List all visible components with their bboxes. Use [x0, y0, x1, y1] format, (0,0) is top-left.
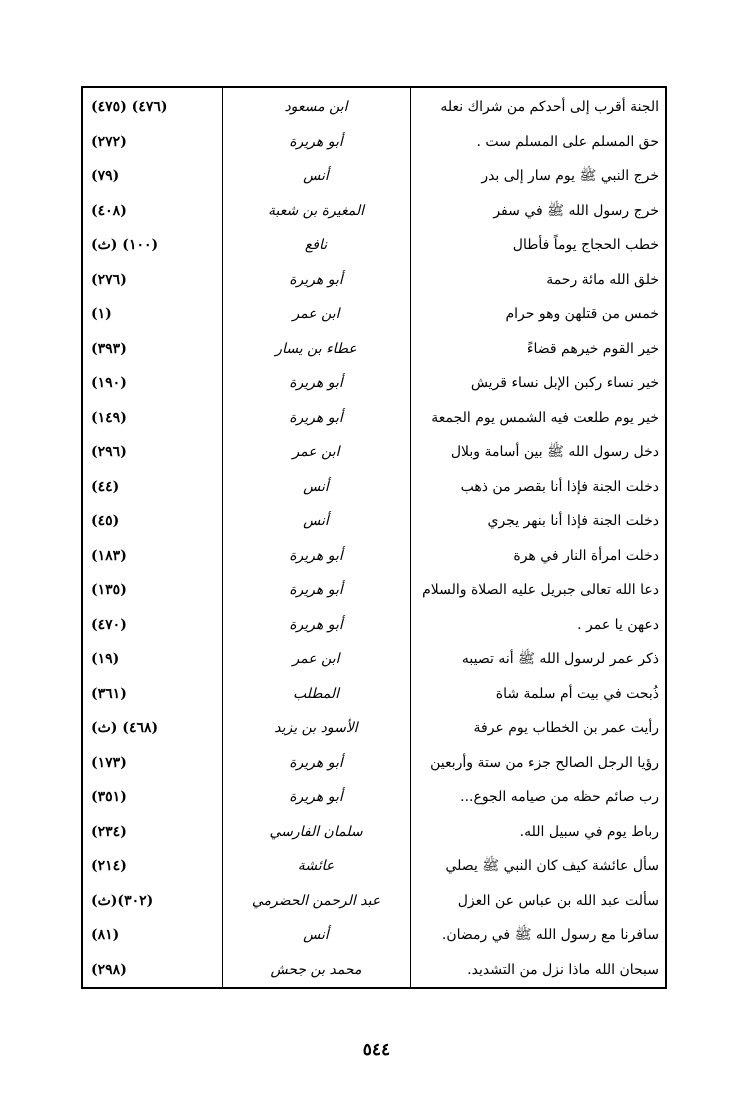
table-row	[83, 470, 665, 505]
hadith-text: سأل عائشة كيف كان النبي ﷺ يصلي	[445, 858, 659, 874]
narrator-name: أبو هريرة	[289, 582, 343, 598]
narrator-name: الأسود بن يزيد	[274, 720, 358, 736]
narrator-name: أبو هريرة	[289, 409, 343, 426]
hadith-text: خير نساء ركبن الإبل نساء قريش	[470, 375, 659, 391]
hadith-reference-number: (١)	[91, 306, 112, 322]
hadith-text: خير يوم طلعت فيه الشمس يوم الجمعة	[431, 409, 659, 426]
hadith-reference-number: (١٩٠)	[91, 375, 127, 391]
narrator-name: ابن عمر	[292, 651, 340, 667]
narrator-name: أبو هريرة	[289, 133, 343, 150]
table-row	[83, 918, 665, 953]
hadith-reference-number: (١٧٣)	[91, 754, 127, 771]
hadith-text: ذكر عمر لرسول الله ﷺ أنه تصيبه	[461, 651, 659, 667]
hadith-reference-number: (١٣٥)	[91, 582, 127, 598]
table-row	[83, 401, 665, 436]
hadith-text: سألت عبد الله بن عباس عن العزل	[457, 892, 659, 909]
hadith-text: دخل رسول الله ﷺ بين أسامة وبلال	[450, 444, 659, 460]
table-row	[83, 884, 665, 919]
hadith-reference-number: (١٠٠) (ث)	[91, 237, 159, 253]
narrator-name: عطاء بن يسار	[275, 340, 357, 357]
table-row	[83, 194, 665, 229]
hadith-text: خرج رسول الله ﷺ في سفر	[493, 202, 659, 219]
hadith-text: خطب الحجاج يوماً فأطال	[512, 237, 659, 253]
narrator-name: أبو هريرة	[289, 375, 343, 391]
narrator-name: عبد الرحمن الحضرمي	[251, 892, 381, 909]
hadith-reference-number: (١٤٩)	[91, 409, 127, 426]
narrator-name: عائشة	[297, 858, 335, 874]
hadith-reference-number: (٧٩)	[91, 168, 120, 184]
narrator-name: محمد بن جحش	[270, 961, 362, 978]
hadith-reference-number: (٢٣٤)	[91, 823, 127, 840]
table-row	[83, 435, 665, 470]
hadith-text: دخلت الجنة فإذا أنا بقصر من ذهب	[460, 478, 659, 495]
hadith-reference-number: (٣٦١)	[91, 685, 127, 702]
table-row	[83, 125, 665, 160]
hadith-text: خلق الله مائة رحمة	[546, 271, 659, 288]
hadith-reference-number: (٤٧٠)	[91, 616, 127, 633]
narrator-name: أنس	[303, 478, 329, 495]
hadith-reference-number: (٤٥)	[91, 513, 120, 529]
hadith-text: خمس من قتلهن وهو حرام	[505, 306, 659, 322]
hadith-reference-number: (٤٦٨) (ث)	[91, 720, 159, 736]
hadith-reference-number: (٣٠٢)(ث)	[91, 892, 154, 909]
hadith-text: دعهن يا عمر .	[577, 616, 659, 633]
table-row	[83, 815, 665, 850]
narrator-name: أبو هريرة	[289, 789, 343, 805]
hadith-reference-number: (١٨٣)	[91, 547, 127, 564]
narrator-name: أبو هريرة	[289, 547, 343, 564]
table-row	[83, 608, 665, 643]
hadith-reference-number: (٢٧٢)	[91, 133, 127, 150]
hadith-reference-number: (٢٩٨)	[91, 961, 127, 978]
table-row	[83, 677, 665, 712]
hadith-reference-number: (٤٧٥) (٤٧٦)	[91, 99, 168, 115]
hadith-text: رأيت عمر بن الخطاب يوم عرفة	[473, 720, 659, 736]
hadith-index-table	[81, 86, 667, 989]
table-row	[83, 297, 665, 332]
table-row	[83, 228, 665, 263]
narrator-name: ابن عمر	[292, 444, 340, 460]
narrator-name: نافع	[304, 237, 328, 253]
table-row	[83, 263, 665, 298]
hadith-text: دخلت الجنة فإذا أنا بنهر يجري	[487, 513, 659, 529]
narrator-name: أنس	[303, 927, 329, 943]
hadith-text: دعا الله تعالى جبريل عليه الصلاة والسلام	[422, 582, 659, 598]
table-row	[83, 504, 665, 539]
hadith-reference-number: (٢١٤)	[91, 858, 127, 874]
hadith-reference-number: (١٩)	[91, 651, 120, 667]
table-row	[83, 642, 665, 677]
narrator-name: أنس	[303, 513, 329, 529]
narrator-name: أنس	[303, 168, 329, 184]
narrator-name: أبو هريرة	[289, 271, 343, 288]
narrator-name: ابن عمر	[292, 306, 340, 322]
narrator-name: ابن مسعود	[284, 99, 348, 115]
narrator-name: سلمان الفارسي	[269, 823, 363, 840]
table-row	[83, 573, 665, 608]
table-row	[83, 780, 665, 815]
hadith-reference-number: (٣٩٣)	[91, 340, 127, 357]
table-row	[83, 90, 665, 125]
hadith-reference-number: (٣٥١)	[91, 789, 127, 805]
table-row	[83, 746, 665, 781]
hadith-text: سافرنا مع رسول الله ﷺ في رمضان.	[441, 927, 659, 943]
table-row	[83, 366, 665, 401]
page-number: ٥٤٤	[362, 1040, 391, 1060]
hadith-text: حق المسلم على المسلم ست .	[476, 133, 659, 150]
hadith-reference-number: (٢٧٦)	[91, 271, 127, 288]
hadith-text: رؤيا الرجل الصالح جزء من ستة وأربعين	[430, 754, 659, 771]
table-row	[83, 711, 665, 746]
narrator-name: المغيرة بن شعبة	[268, 202, 364, 219]
table-rows	[83, 88, 665, 987]
hadith-text: سبحان الله ماذا نزل من التشديد.	[467, 961, 659, 978]
narrator-name: المطلب	[292, 685, 340, 702]
hadith-reference-number: (٤٤)	[91, 478, 120, 495]
hadith-text: رب صائم حظه من صيامه الجوع...	[460, 789, 659, 805]
hadith-text: خير القوم خيرهم قضاءً	[526, 340, 659, 357]
hadith-reference-number: (٢٩٦)	[91, 444, 127, 460]
hadith-text: خرج النبي ﷺ يوم سار إلى بدر	[481, 168, 659, 184]
narrator-name: أبو هريرة	[289, 616, 343, 633]
table-row	[83, 332, 665, 367]
hadith-reference-number: (٨١)	[91, 927, 120, 943]
hadith-text: دخلت امرأة النار في هرة	[513, 547, 659, 564]
hadith-text: رباط يوم في سبيل الله.	[519, 823, 659, 840]
hadith-text: ذُبحت في بيت أم سلمة شاة	[495, 685, 659, 702]
table-row	[83, 159, 665, 194]
table-row	[83, 849, 665, 884]
narrator-name: أبو هريرة	[289, 754, 343, 771]
table-row	[83, 953, 665, 988]
table-row	[83, 539, 665, 574]
hadith-text: الجنة أقرب إلى أحدكم من شراك نعله	[440, 99, 659, 115]
hadith-reference-number: (٤٠٨)	[91, 202, 127, 219]
